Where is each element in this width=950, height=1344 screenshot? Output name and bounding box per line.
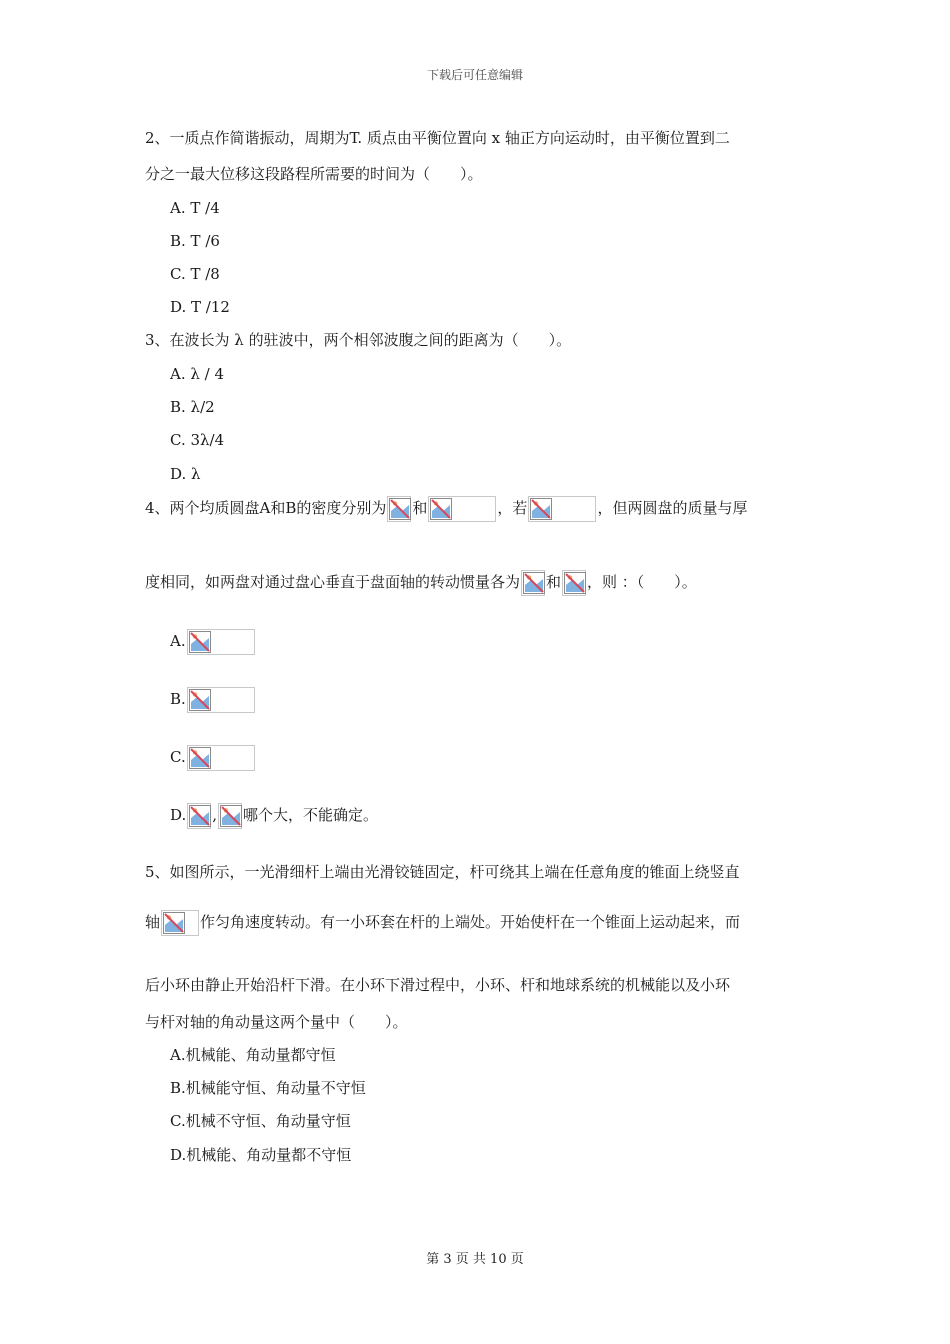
q4-text: 和 xyxy=(546,573,562,591)
q5-text: 作匀角速度转动。有一小环套在杆的上端处。开始使杆在一个锥面上运动起来，而 xyxy=(200,913,741,931)
broken-image-icon xyxy=(187,687,255,713)
q4-option-d xyxy=(170,801,378,829)
q4-text: 度相同，如两盘对通过盘心垂直于盘面轴的转动惯量各为 xyxy=(145,573,521,591)
q5-option-b: B.机械能守恒、角动量不守恒 xyxy=(170,1079,366,1097)
q4-text: ，若 xyxy=(497,499,528,517)
q2-option-c: C. T /8 xyxy=(170,265,220,283)
broken-image-icon xyxy=(428,496,496,522)
q5-text: 轴 xyxy=(145,913,161,931)
option-label: B. xyxy=(170,690,186,708)
broken-image-icon xyxy=(187,803,211,829)
broken-image-icon xyxy=(528,496,596,522)
q2-option-b: B. T /6 xyxy=(170,232,220,250)
q4-stem-line-2 xyxy=(145,568,697,596)
broken-image-icon xyxy=(562,570,586,596)
q5-stem-line-4: 与杆对轴的角动量这两个量中（ ）。 xyxy=(145,1013,408,1031)
q2-stem-line-1: 2、一质点作简谐振动，周期为T. 质点由平衡位置向 x 轴正方向运动时，由平衡位置到二 xyxy=(145,129,730,147)
broken-image-icon xyxy=(187,629,255,655)
option-text: 哪个大，不能确定。 xyxy=(243,806,379,824)
q3-option-b: B. λ/2 xyxy=(170,398,215,416)
option-label: A. xyxy=(170,632,186,650)
q2-stem-line-2: 分之一最大位移这段路程所需要的时间为（ ）。 xyxy=(145,165,483,183)
option-label: C. xyxy=(170,748,186,766)
broken-image-icon xyxy=(387,496,411,522)
q2-option-a: A. T /4 xyxy=(170,199,220,217)
broken-image-icon xyxy=(521,570,545,596)
separator: , xyxy=(212,806,218,824)
q5-stem-line-2 xyxy=(145,908,740,936)
broken-image-icon xyxy=(218,803,242,829)
q5-option-c: C.机械不守恒、角动量守恒 xyxy=(170,1112,351,1130)
q3-option-d: D. λ xyxy=(170,465,201,483)
q4-text: 4、两个均质圆盘A和B的密度分别为 xyxy=(145,499,387,517)
broken-image-icon xyxy=(187,745,255,771)
q5-option-a: A.机械能、角动量都守恒 xyxy=(170,1046,336,1064)
q3-stem: 3、在波长为 λ 的驻波中，两个相邻波腹之间的距离为（ ）。 xyxy=(145,331,572,349)
q5-option-d: D.机械能、角动量都不守恒 xyxy=(170,1146,352,1164)
q2-option-d: D. T /12 xyxy=(170,298,230,316)
page-footer: 第 3 页 共 10 页 xyxy=(426,1252,524,1267)
page-header: 下载后可任意编辑 xyxy=(426,68,523,82)
q3-option-c: C. 3λ/4 xyxy=(170,431,225,449)
q5-stem-line-3: 后小环由静止开始沿杆下滑。在小环下滑过程中，小环、杆和地球系统的机械能以及小环 xyxy=(145,976,731,994)
option-label: D. xyxy=(170,806,187,824)
q3-option-a: A. λ / 4 xyxy=(170,365,225,383)
q4-text: 和 xyxy=(412,499,428,517)
q4-stem-line-1 xyxy=(145,494,747,522)
q4-option-b xyxy=(170,685,256,713)
broken-image-icon xyxy=(161,910,199,936)
q4-option-c xyxy=(170,743,256,771)
q5-stem-line-1: 5、如图所示，一光滑细杆上端由光滑铰链固定，杆可绕其上端在任意角度的锥面上绕竖直 xyxy=(145,863,740,881)
q4-option-a xyxy=(170,627,256,655)
q4-text: ，则 ：（ ）。 xyxy=(587,573,697,591)
q4-text: ，但两圆盘的质量与厚 xyxy=(597,499,748,517)
